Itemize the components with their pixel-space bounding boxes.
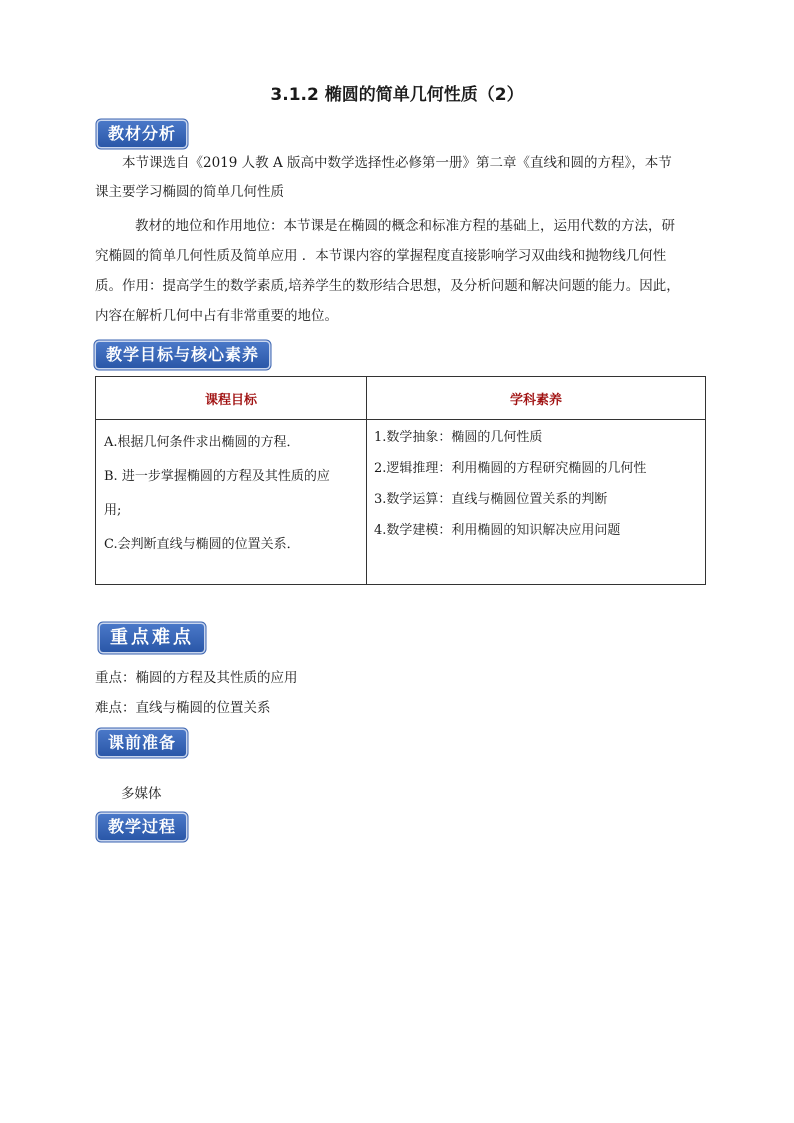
objective-item: 用;: [104, 503, 122, 518]
section-tag-prep: 课前准备: [98, 730, 186, 756]
goals-table: [95, 376, 706, 585]
goals-table-header-row: [96, 377, 706, 420]
document-title: 3.1.2 椭圆的简单几何性质（2）: [270, 85, 524, 105]
analysis-p2-line2: 究椭圆的简单几何性质及简单应用 ．本节课内容的掌握程度直接影响学习双曲线和抛物线几何性: [95, 248, 667, 264]
difficult-point-text: 难点：直线与椭圆的位置关系: [95, 700, 271, 716]
analysis-p1-line1: 本节课选自《2019 人教 A 版高中数学选择性必修第一册》第二章《直线和圆的方程》，本节: [122, 155, 672, 171]
analysis-p1-line2: 课主要学习椭圆的简单几何性质: [95, 184, 284, 200]
objective-item: B. 进一步掌握椭圆的方程及其性质的应: [104, 469, 330, 484]
prep-content: 多媒体: [121, 786, 162, 802]
objective-item: C.会判断直线与椭圆的位置关系．: [104, 537, 300, 552]
literacy-item: 4.数学建模：利用椭圆的知识解决应用问题: [374, 523, 621, 538]
literacy-item: 2.逻辑推理：利用椭圆的方程研究椭圆的几何性: [374, 461, 647, 476]
objectives-cell: [96, 420, 367, 585]
analysis-p2-line1: 教材的地位和作用地位：本节课是在椭圆的概念和标准方程的基础上，运用代数的方法，研: [135, 218, 675, 234]
section-tag-process: 教学过程: [98, 814, 186, 840]
header-subject-literacy: 学科素养: [367, 377, 706, 420]
section-tag-analysis: 教材分析: [98, 121, 186, 147]
literacy-item: 3.数学运算：直线与椭圆位置关系的判断: [374, 492, 608, 507]
objective-item: A.根据几何条件求出椭圆的方程．: [104, 435, 300, 450]
literacy-cell: [367, 420, 706, 585]
key-point-text: 重点：椭圆的方程及其性质的应用: [95, 670, 298, 686]
analysis-p2-line3: 质。作用：提高学生的数学素质,培养学生的数形结合思想，及分析问题和解决问题的能力。因此，: [95, 278, 680, 294]
header-course-objectives: 课程目标: [96, 377, 367, 420]
section-tag-goals: 教学目标与核心素养: [96, 342, 269, 368]
goals-table-body-row: [96, 420, 706, 585]
section-tag-keypoints: 重点难点: [100, 624, 204, 652]
analysis-paragraph-1: [95, 149, 715, 207]
analysis-p2-line4: 内容在解析几何中占有非常重要的地位。: [95, 308, 338, 324]
analysis-paragraph-2: [95, 211, 715, 331]
literacy-item: 1.数学抽象：椭圆的几何性质: [374, 430, 543, 445]
